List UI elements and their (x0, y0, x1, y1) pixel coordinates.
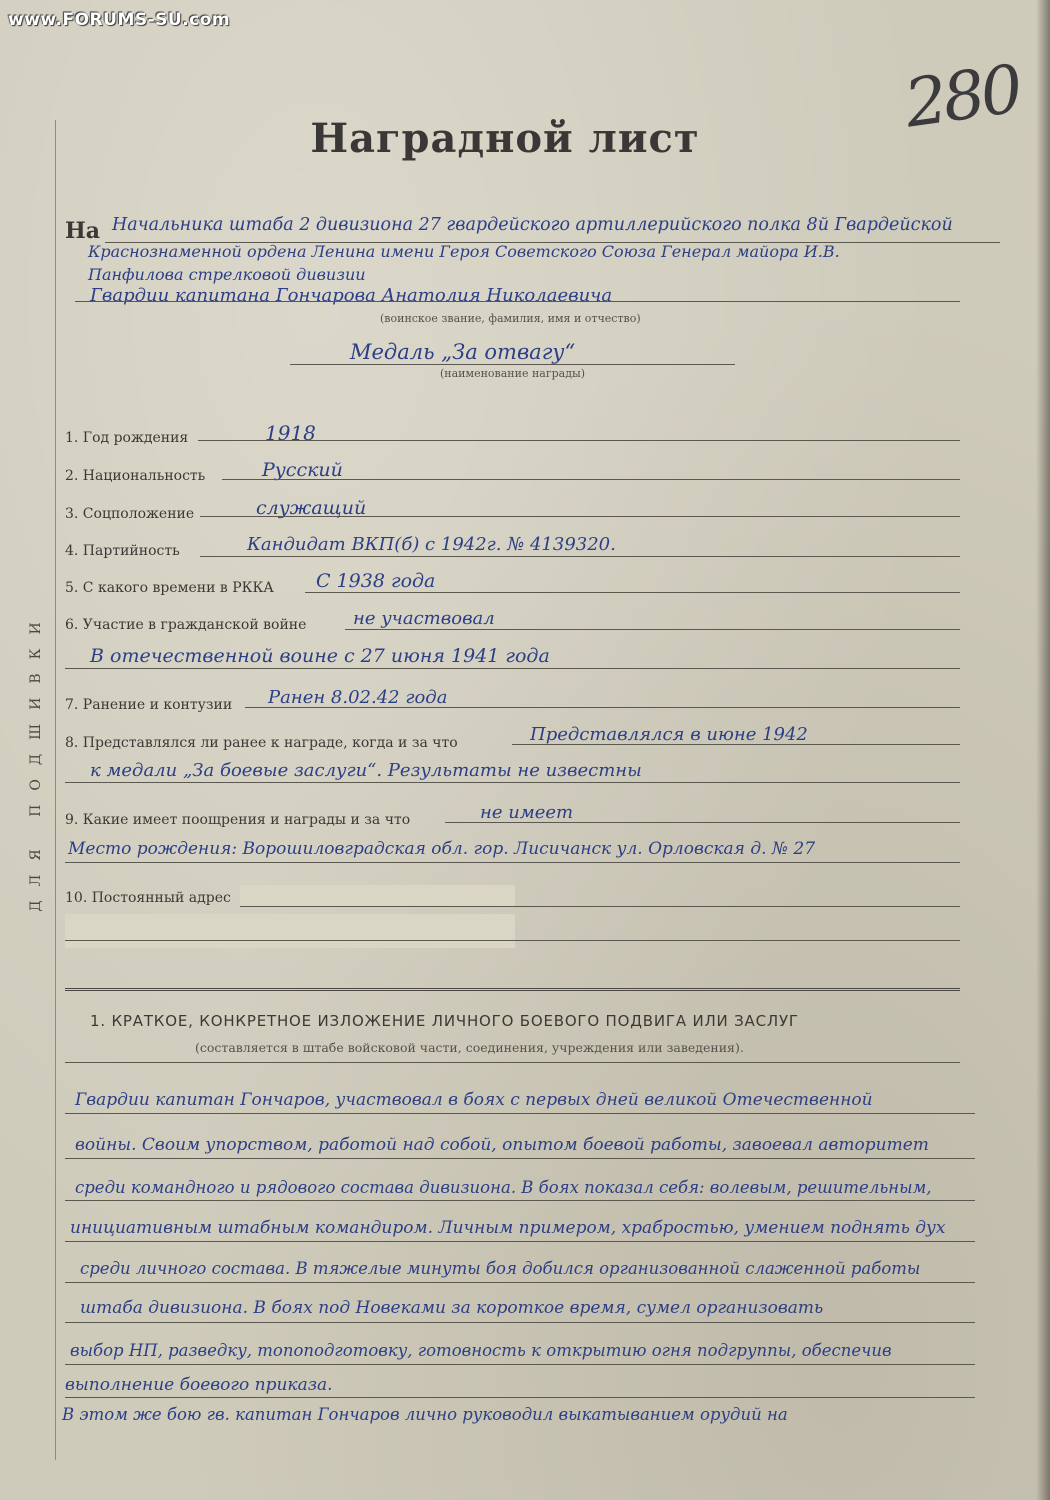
narrative-rule (65, 1322, 975, 1323)
section-divider (65, 988, 960, 991)
field-nationality-value: Русский (262, 459, 343, 481)
recipient-line-1: Начальника штаба 2 дивизиона 27 гвардейского артиллерийского полка 8й Гвардейской (112, 215, 953, 235)
field-army-since-rule (305, 592, 960, 593)
award-name: Медаль „За отвагу“ (350, 340, 576, 364)
narrative-line: штаба дивизиона. В боях под Новеками за короткое время, сумел организовать (80, 1298, 824, 1318)
recipient-line-3: Панфилова стрелковой дивизии (88, 265, 366, 284)
field-social-label: 3. Соцположение (65, 506, 195, 522)
narrative-line: войны. Своим упорством, работой над собой, опытом боевой работы, завоевал авторитет (75, 1135, 929, 1155)
narrative-line: инициативным штабным командиром. Личным примером, храбростью, умением поднять дух (70, 1218, 946, 1238)
handwritten-page-number: 280 (900, 50, 1024, 143)
narrative-line: В этом же бою гв. капитан Гончаров лично руководил выкатыванием орудий на (62, 1405, 788, 1424)
field-civil-war-rule (345, 629, 960, 630)
narrative-rule (65, 1113, 975, 1114)
narrative-rule (65, 1397, 975, 1398)
narrative-line: выполнение боевого приказа. (65, 1375, 333, 1395)
section-heading: 1. КРАТКОЕ, КОНКРЕТНОЕ ИЗЛОЖЕНИЕ ЛИЧНОГО БОЕВОГО ПОДВИГА ИЛИ ЗАСЛУГ (90, 1012, 799, 1030)
field-birth-year-rule (198, 440, 960, 441)
field-prior-award-result: к медали „За боевые заслуги“. Результаты не известны (90, 760, 642, 781)
field-party-rule (200, 556, 960, 557)
field-birth-year-label: 1. Год рождения (65, 430, 189, 446)
award-rule (290, 364, 735, 365)
narrative-rule (65, 1364, 975, 1365)
field-social-value: служащий (256, 497, 367, 519)
field-wounds-value: Ранен 8.02.42 года (268, 687, 448, 708)
field-army-since-value: С 1938 года (316, 570, 436, 592)
field-address-rule-2 (65, 940, 960, 941)
field-party-value: Кандидат ВКП(б) с 1942г. № 4139320. (247, 534, 616, 555)
field-patriotic-war-rule (65, 668, 960, 669)
field-address-label: 10. Постоянный адрес (65, 890, 231, 906)
field-social-rule (200, 516, 960, 517)
page-edge-shadow (1036, 0, 1050, 1500)
binding-margin-line (55, 120, 56, 1460)
award-caption: (наименование награды) (440, 367, 586, 380)
section-subheading: (составляется в штабе войсковой части, соединения, учреждения или заведения). (195, 1040, 744, 1055)
narrative-rule (65, 1200, 975, 1201)
field-civil-war-value: не участвовал (353, 608, 495, 629)
narrative-line: Гвардии капитан Гончаров, участвовал в боях с первых дней великой Отечественной (75, 1090, 873, 1110)
field-honors-rule (445, 822, 960, 823)
redacted-address-box-2 (65, 914, 515, 948)
field-prior-award-label: 8. Представлялся ли ранее к награде, когда и за что (65, 735, 458, 751)
field-birthplace-rule (65, 862, 960, 863)
site-watermark: www.FORUMS-SU.com (8, 10, 231, 30)
field-birthplace-value: Место рождения: Ворошиловградская обл. гор. Лисичанск ул. Орловская д. № 27 (68, 839, 816, 859)
binding-margin-note-text: ДЛЯ ПОДШИВКИ (28, 608, 44, 912)
field-address-rule (240, 906, 960, 907)
recipient-line-4: Гвардии капитана Гончарова Анатолия Николаевича (90, 285, 613, 306)
narrative-rule (65, 1158, 975, 1159)
field-honors-label: 9. Какие имеет поощрения и награды и за что (65, 812, 411, 828)
field-nationality-rule (222, 479, 960, 480)
field-wounds-label: 7. Ранение и контузии (65, 697, 233, 713)
recipient-line-2: Краснознаменной ордена Ленина имени Героя Советского Союза Генерал майора И.В. (88, 242, 840, 261)
binding-margin-note (28, 570, 58, 950)
narrative-rule (65, 1241, 975, 1242)
field-prior-award-rule (512, 744, 960, 745)
section-subheading-rule (65, 1062, 960, 1063)
recipient-rule-4 (75, 301, 960, 302)
recipient-name-caption: (воинское звание, фамилия, имя и отчество) (380, 312, 641, 325)
field-prior-award-result-rule (65, 782, 960, 783)
field-wounds-rule (245, 707, 960, 708)
narrative-line: среди командного и рядового состава дивизиона. В боях показал себя: волевым, решительным, (75, 1178, 932, 1197)
field-civil-war-label: 6. Участие в гражданской войне (65, 617, 307, 633)
field-honors-value: не имеет (480, 802, 574, 823)
narrative-line: выбор НП, разведку, топоподготовку, готовность к открытию огня подгруппы, обеспечив (70, 1341, 892, 1360)
narrative-rule (65, 1282, 975, 1283)
narrative-line: среди личного состава. В тяжелые минуты боя добился организованной слаженной работы (80, 1259, 921, 1278)
redacted-address-box-1 (240, 885, 515, 907)
field-birth-year-value: 1918 (265, 421, 316, 445)
field-patriotic-war-value: В отечественной воине с 27 июня 1941 года (90, 645, 550, 667)
field-army-since-label: 5. С какого времени в РККА (65, 580, 274, 596)
document-title: Наградной лист (310, 115, 700, 162)
field-nationality-label: 2. Национальность (65, 468, 206, 484)
field-prior-award-value: Представлялся в июне 1942 (530, 724, 808, 745)
field-party-label: 4. Партийность (65, 543, 180, 559)
recipient-prefix: На (65, 218, 101, 244)
